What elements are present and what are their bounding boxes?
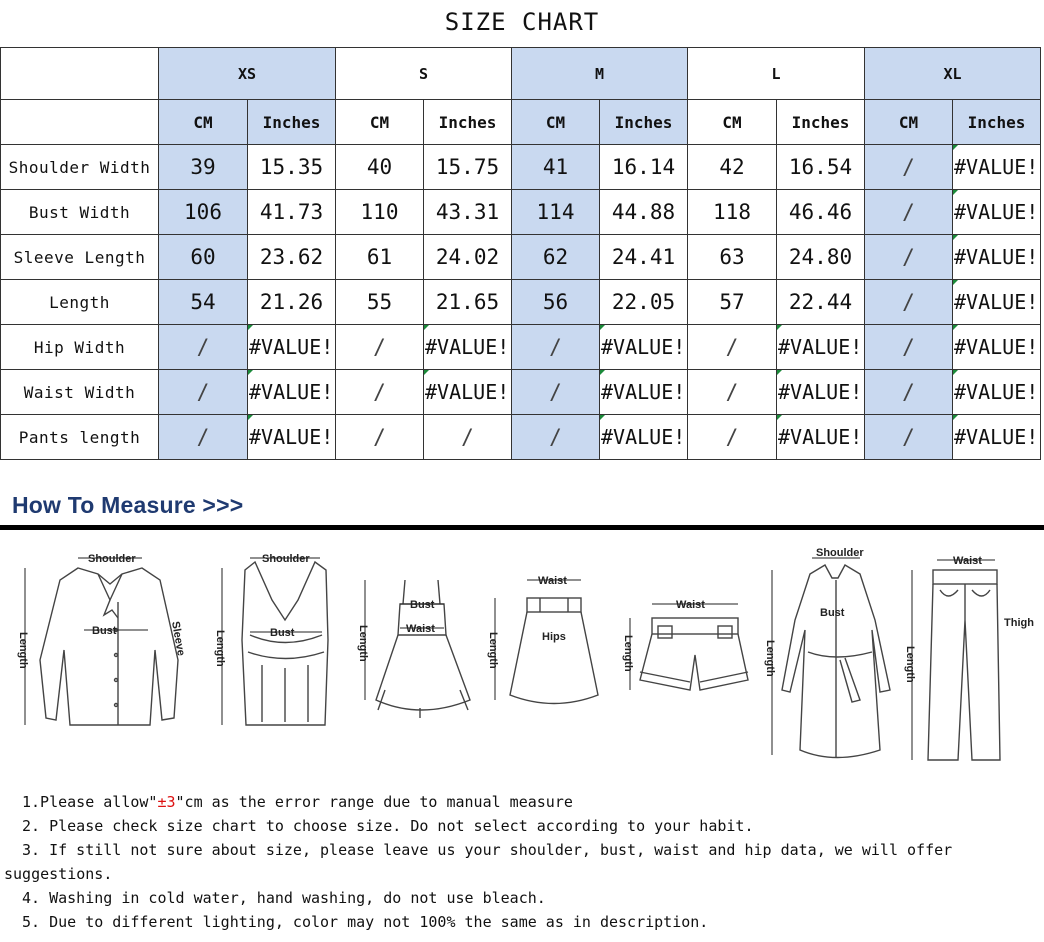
size-header-row <box>1 48 1041 100</box>
table-cell: / <box>424 415 512 460</box>
table-cell: / <box>512 325 600 370</box>
pants-illustration <box>928 570 1000 760</box>
unit-header: Inches <box>600 100 688 145</box>
unit-header: Inches <box>424 100 512 145</box>
table-cell: #VALUE! <box>248 415 336 460</box>
measurement-arrows <box>25 558 995 760</box>
unit-header-row <box>1 100 1041 145</box>
size-header-xs: XS <box>159 48 336 100</box>
table-cell: 21.65 <box>424 280 512 325</box>
unit-header: Inches <box>248 100 336 145</box>
shirt-illustration <box>40 568 178 725</box>
label-waist: Waist <box>538 575 567 587</box>
table-cell: #VALUE! <box>953 280 1041 325</box>
table-cell: 15.75 <box>424 145 512 190</box>
unit-header: CM <box>336 100 424 145</box>
table-cell: 57 <box>688 280 777 325</box>
table-cell: 118 <box>688 190 777 235</box>
table-cell: 39 <box>159 145 248 190</box>
table-row <box>1 370 1041 415</box>
table-row <box>1 415 1041 460</box>
table-cell: 15.35 <box>248 145 336 190</box>
table-cell: 22.44 <box>777 280 865 325</box>
table-cell: 106 <box>159 190 248 235</box>
table-cell: #VALUE! <box>600 415 688 460</box>
label-length: Length <box>357 625 369 662</box>
table-cell: 63 <box>688 235 777 280</box>
table-cell: 41.73 <box>248 190 336 235</box>
table-cell: #VALUE! <box>777 325 865 370</box>
table-cell: 42 <box>688 145 777 190</box>
table-cell: 23.62 <box>248 235 336 280</box>
care-notes <box>4 790 1040 934</box>
page-title: SIZE CHART <box>444 8 600 36</box>
divider <box>0 525 1044 530</box>
table-cell: 24.41 <box>600 235 688 280</box>
table-cell: #VALUE! <box>953 235 1041 280</box>
size-header-m: M <box>512 48 688 100</box>
table-cell: 110 <box>336 190 424 235</box>
how-to-measure-heading: How To Measure >>> <box>12 492 244 518</box>
unit-header: CM <box>688 100 777 145</box>
corner-cell <box>1 100 159 145</box>
table-cell: / <box>512 370 600 415</box>
label-waist: Waist <box>406 623 435 635</box>
table-cell: / <box>865 370 953 415</box>
table-cell: / <box>865 415 953 460</box>
label-length: Length <box>17 632 29 669</box>
table-cell: / <box>865 325 953 370</box>
row-label: Shoulder Width <box>1 145 159 190</box>
note-1 <box>4 790 1040 814</box>
unit-header: Inches <box>777 100 865 145</box>
table-cell: #VALUE! <box>777 370 865 415</box>
table-cell: #VALUE! <box>953 325 1041 370</box>
table-cell: / <box>865 190 953 235</box>
table-cell: #VALUE! <box>953 145 1041 190</box>
table-cell: 24.02 <box>424 235 512 280</box>
table-cell: 16.14 <box>600 145 688 190</box>
table-cell: #VALUE! <box>248 325 336 370</box>
table-cell: 21.26 <box>248 280 336 325</box>
label-bust: Bust <box>270 627 295 639</box>
table-cell: 60 <box>159 235 248 280</box>
size-header-s: S <box>336 48 512 100</box>
table-cell: / <box>688 370 777 415</box>
table-cell: #VALUE! <box>953 190 1041 235</box>
measurement-diagrams <box>0 540 1044 775</box>
label-length: Length <box>764 640 776 677</box>
table-cell: / <box>865 280 953 325</box>
row-label: Waist Width <box>1 370 159 415</box>
label-sleeve: Sleeve <box>169 620 187 657</box>
note-3: 3. If still not sure about size, please leave us your shoulder, bust, waist and hip data, we will offer suggestions. <box>4 841 962 883</box>
table-cell: #VALUE! <box>953 415 1041 460</box>
table-cell: / <box>159 370 248 415</box>
table-cell: 41 <box>512 145 600 190</box>
table-cell: #VALUE! <box>777 415 865 460</box>
label-length: Length <box>622 635 634 672</box>
row-label: Sleeve Length <box>1 235 159 280</box>
unit-header: CM <box>159 100 248 145</box>
shorts-illustration <box>640 618 748 690</box>
coat-illustration <box>782 565 890 758</box>
unit-header: Inches <box>953 100 1041 145</box>
size-chart-table <box>0 47 1041 460</box>
table-cell: / <box>336 370 424 415</box>
table-cell: 54 <box>159 280 248 325</box>
note-5: 5. Due to different lighting, color may not 100% the same as in description. <box>22 913 709 931</box>
table-cell: / <box>336 415 424 460</box>
garment-illustrations <box>0 540 1044 775</box>
note-1-text-end: "cm as the error range due to manual measure <box>175 793 573 811</box>
table-row <box>1 280 1041 325</box>
table-cell: #VALUE! <box>424 370 512 415</box>
table-row <box>1 145 1041 190</box>
table-cell: / <box>688 325 777 370</box>
label-thigh: Thigh <box>1004 617 1034 629</box>
label-bust: Bust <box>820 607 845 619</box>
table-row <box>1 190 1041 235</box>
table-cell: 62 <box>512 235 600 280</box>
table-cell: #VALUE! <box>600 325 688 370</box>
table-cell: #VALUE! <box>600 370 688 415</box>
note-1-text: 1.Please allow" <box>22 793 158 811</box>
note-2: 2. Please check size chart to choose size. Do not select according to your habit. <box>22 817 754 835</box>
label-bust: Bust <box>410 599 435 611</box>
table-cell: #VALUE! <box>424 325 512 370</box>
table-cell: 61 <box>336 235 424 280</box>
label-length: Length <box>214 630 226 667</box>
table-cell: 24.80 <box>777 235 865 280</box>
table-cell: #VALUE! <box>248 370 336 415</box>
row-label: Bust Width <box>1 190 159 235</box>
tolerance-value: ±3 <box>157 793 176 811</box>
table-cell: 46.46 <box>777 190 865 235</box>
label-waist: Waist <box>676 599 705 611</box>
table-row <box>1 325 1041 370</box>
row-label: Length <box>1 280 159 325</box>
size-header-xl: XL <box>865 48 1041 100</box>
size-header-l: L <box>688 48 865 100</box>
label-shoulder: Shoulder <box>262 553 310 565</box>
table-cell: 55 <box>336 280 424 325</box>
label-hips: Hips <box>542 631 566 643</box>
label-length: Length <box>487 632 499 669</box>
table-cell: / <box>159 415 248 460</box>
table-cell: 44.88 <box>600 190 688 235</box>
unit-header: CM <box>865 100 953 145</box>
table-cell: 22.05 <box>600 280 688 325</box>
table-cell: / <box>159 325 248 370</box>
label-shoulder: Shoulder <box>88 553 136 565</box>
label-waist: Waist <box>953 555 982 567</box>
label-shoulder: Shoulder <box>816 547 864 559</box>
label-length: Length <box>904 646 916 683</box>
corner-cell <box>1 48 159 100</box>
label-bust: Bust <box>92 625 117 637</box>
note-4: 4. Washing in cold water, hand washing, do not use bleach. <box>22 889 546 907</box>
skirt-illustration <box>510 598 598 704</box>
tank-top-illustration <box>242 562 328 725</box>
table-cell: / <box>336 325 424 370</box>
table-row <box>1 235 1041 280</box>
row-label: Pants length <box>1 415 159 460</box>
table-cell: / <box>865 145 953 190</box>
table-cell: / <box>512 415 600 460</box>
table-cell: 56 <box>512 280 600 325</box>
table-cell: 114 <box>512 190 600 235</box>
table-cell: / <box>688 415 777 460</box>
table-cell: 43.31 <box>424 190 512 235</box>
table-cell: 16.54 <box>777 145 865 190</box>
table-cell: / <box>865 235 953 280</box>
unit-header: CM <box>512 100 600 145</box>
table-cell: 40 <box>336 145 424 190</box>
table-cell: #VALUE! <box>953 370 1041 415</box>
row-label: Hip Width <box>1 325 159 370</box>
